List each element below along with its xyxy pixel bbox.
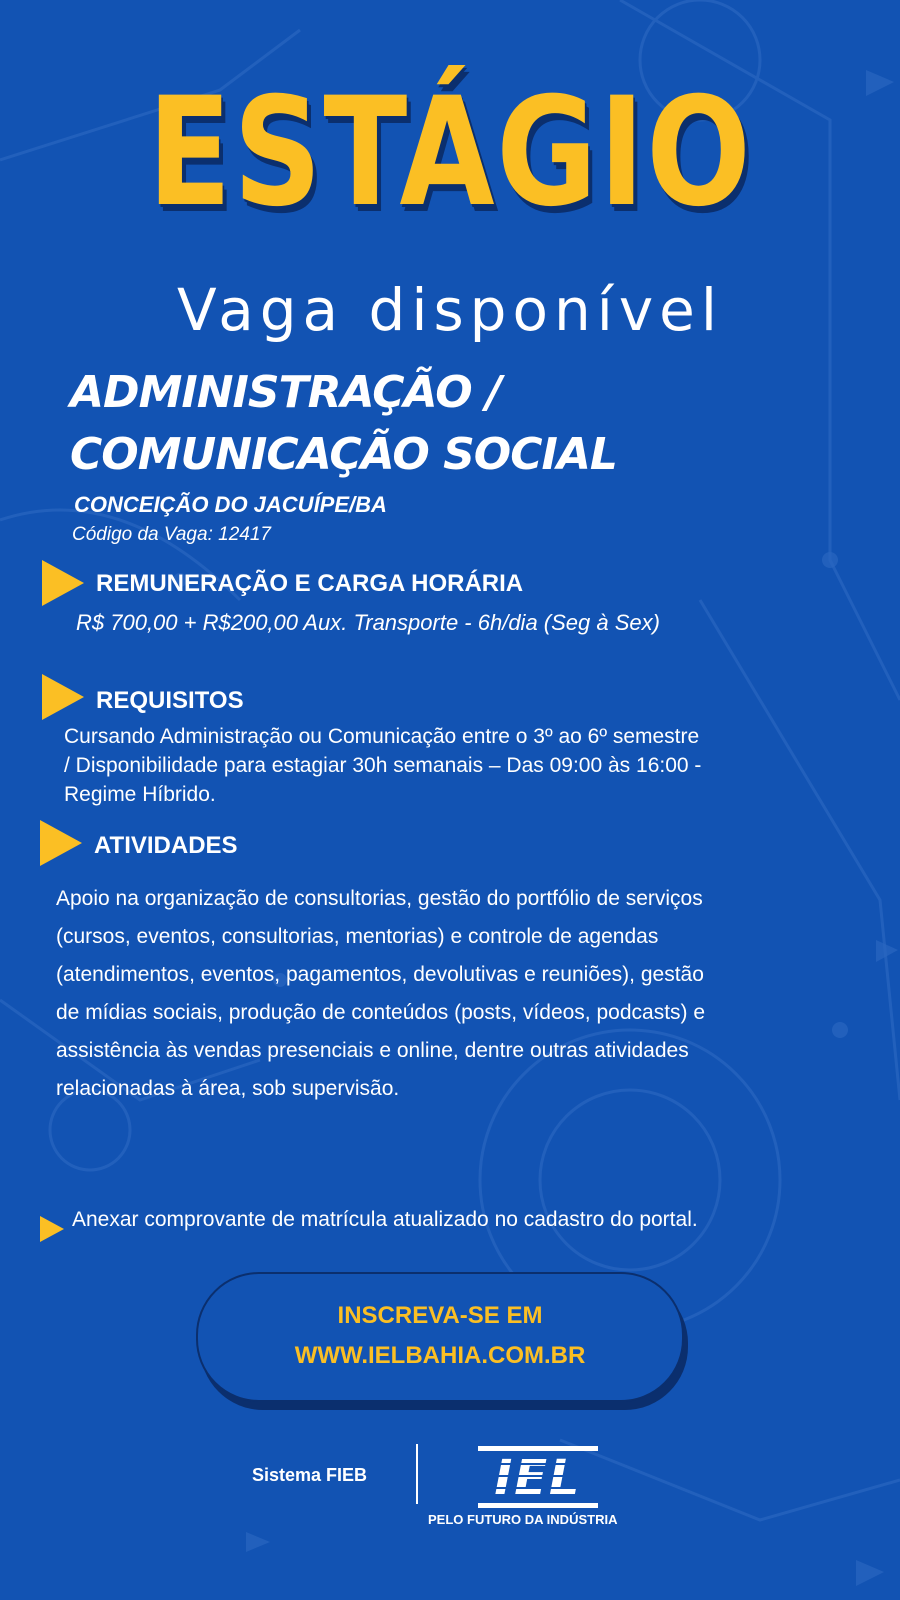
course-title xyxy=(70,362,617,486)
footer-tagline: PELO FUTURO DA INDÚSTRIA xyxy=(428,1512,618,1527)
course-title-line1: ADMINISTRAÇÃO / xyxy=(70,367,501,418)
footer-divider xyxy=(416,1444,418,1504)
signup-line1: INSCREVA-SE EM xyxy=(337,1302,543,1329)
activities-line: relacionadas à área, sob supervisão. xyxy=(56,1077,400,1100)
activities-line: Apoio na organização de consultorias, gestão do portfólio de serviços xyxy=(56,887,703,910)
requirements-arrow-icon xyxy=(42,674,84,720)
requirements-line: / Disponibilidade para estagiar 30h semanais – Das 09:00 às 16:00 - xyxy=(64,754,702,777)
activities-text xyxy=(56,880,886,1108)
pay-text: R$ 700,00 + R$200,00 Aux. Transporte - 6h/dia (Seg à Sex) xyxy=(76,610,660,635)
pay-arrow-icon xyxy=(42,560,84,606)
job-location: CONCEIÇÃO DO JACUÍPE/BA xyxy=(74,492,387,517)
sistema-fieb-logo: Sistema FIEB xyxy=(252,1465,368,1485)
activities-heading: ATIVIDADES xyxy=(94,832,238,859)
iel-logo-text: IEL xyxy=(494,1450,582,1506)
requirements-line: Cursando Administração ou Comunicação entre o 3º ao 6º semestre xyxy=(64,725,700,748)
activities-line: (cursos, eventos, consultorias, mentorias) e controle de agendas xyxy=(56,925,659,948)
signup-button[interactable] xyxy=(196,1272,684,1402)
activities-line: assistência às vendas presenciais e online, dentre outras atividades xyxy=(56,1039,689,1062)
requirements-text xyxy=(64,722,884,809)
requirements-heading: REQUISITOS xyxy=(96,687,244,714)
activities-line: de mídias sociais, produção de conteúdos (posts, vídeos, podcasts) e xyxy=(56,1001,706,1024)
activities-arrow-icon xyxy=(40,820,82,866)
headline-subtitle: Vaga disponível xyxy=(177,276,723,344)
iel-logo xyxy=(478,1446,598,1508)
signup-url-link[interactable]: WWW.IELBAHIA.COM.BR xyxy=(294,1342,586,1369)
course-title-line2: COMUNICAÇÃO SOCIAL xyxy=(70,429,617,480)
activities-line: (atendimentos, eventos, pagamentos, devolutivas e reuniões), gestão xyxy=(56,963,704,986)
headline-title: ESTÁGIO xyxy=(147,66,753,240)
note-arrow-icon xyxy=(40,1216,64,1242)
note-text: Anexar comprovante de matrícula atualizado no cadastro do portal. xyxy=(72,1208,698,1231)
requirements-line: Regime Híbrido. xyxy=(64,783,216,806)
job-code: Código da Vaga: 12417 xyxy=(72,524,271,545)
pay-heading: REMUNERAÇÃO E CARGA HORÁRIA xyxy=(96,570,524,597)
